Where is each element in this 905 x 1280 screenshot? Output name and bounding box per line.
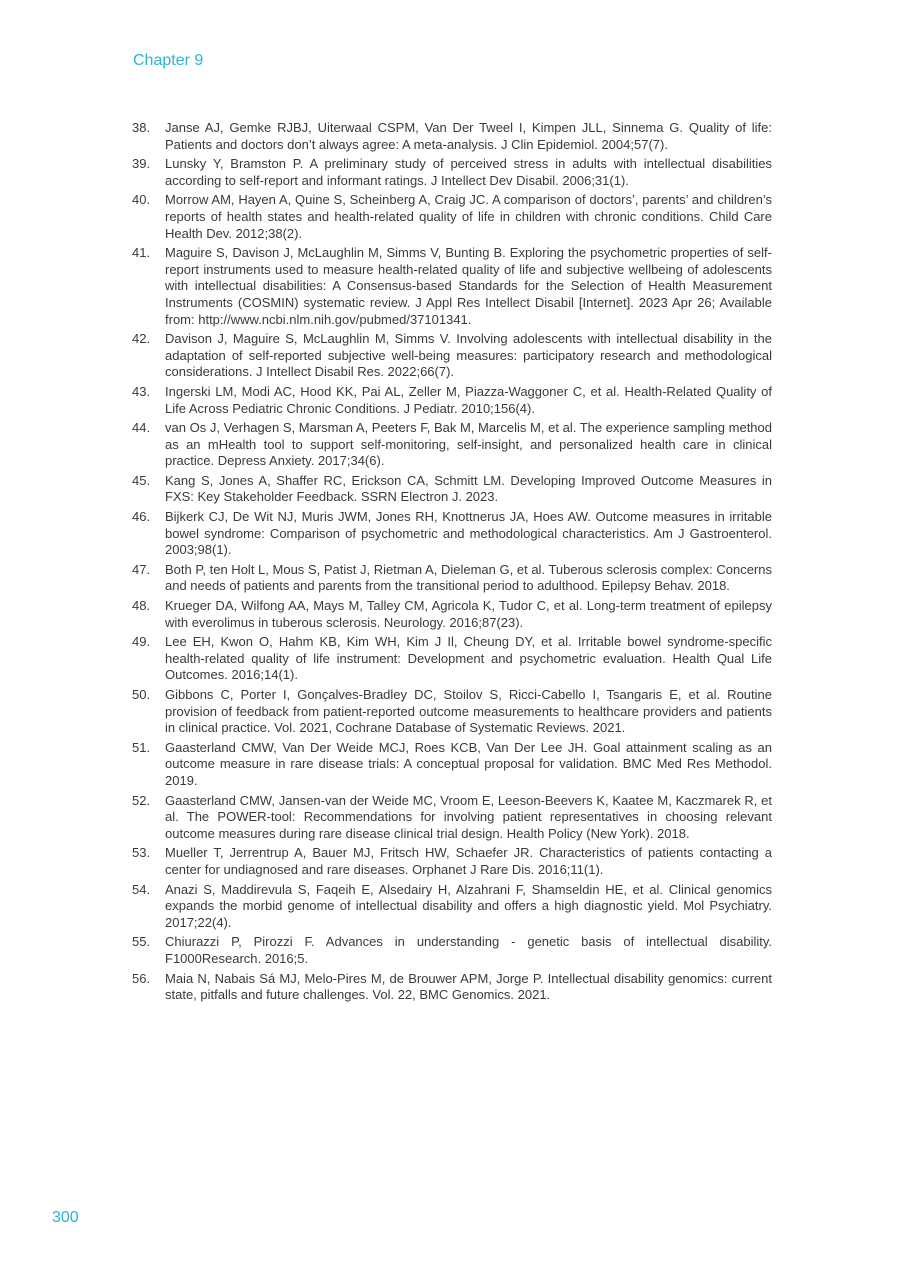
reference-item [132, 687, 772, 737]
reference-text: Anazi S, Maddirevula S, Faqeih E, Alsedairy H, Alzahrani F, Shamseldin HE, et al. Clinical genomics expands the morbid genome of intellectual disability and offers a high diagnostic yield. Mol Psychiatry. 2017;22(4). [165, 881, 772, 930]
reference-text: Ingerski LM, Modi AC, Hood KK, Pai AL, Zeller M, Piazza-Waggoner C, et al. Health-Related Quality of Life Across Pediatric Chronic Conditions. J Pediatr. 2010;156(4). [165, 383, 772, 416]
reference-item [132, 420, 772, 470]
reference-text: Gibbons C, Porter I, Gonçalves-Bradley DC, Stoilov S, Ricci-Cabello I, Tsangaris E, et al. Routine provision of feedback from patient-reported outcome measurements to healthcare providers and patients in clinical practice. Vol. 2021, Cochrane Database of Systematic Reviews. 2021. [165, 687, 772, 736]
reference-text: Lunsky Y, Bramston P. A preliminary study of perceived stress in adults with intellectual disabilities according to self-report and informant ratings. J Intellect Dev Disabil. 2006;31(1). [165, 156, 772, 188]
reference-text: Lee EH, Kwon O, Hahm KB, Kim WH, Kim J Il, Cheung DY, et al. Irritable bowel syndrome-specific health-related quality of life instrument: Development and psychometric evaluation. Health Qual Life Outcomes. 2016;14(1). [165, 634, 772, 683]
reference-number: 40. [132, 192, 151, 208]
reference-item [132, 882, 772, 932]
reference-number: 41. [132, 245, 151, 261]
reference-number: 56. [132, 970, 151, 986]
reference-item [132, 331, 772, 381]
reference-item [132, 845, 772, 878]
reference-text: van Os J, Verhagen S, Marsman A, Peeters F, Bak M, Marcelis M, et al. The experience sampling method as an mHealth tool to support self-monitoring, self-insight, and personalized health care in clinical practice. Depress Anxiety. 2017;34(6). [165, 420, 772, 469]
page-number: 300 [52, 1209, 79, 1226]
reference-number: 48. [132, 598, 151, 614]
reference-text: Chiurazzi P, Pirozzi F. Advances in understanding - genetic basis of intellectual disability. F1000Research. 2016;5. [165, 934, 772, 966]
reference-item [132, 120, 772, 153]
reference-number: 45. [132, 472, 151, 488]
reference-item [132, 192, 772, 242]
reference-text: Both P, ten Holt L, Mous S, Patist J, Rietman A, Dieleman G, et al. Tuberous sclerosis complex: Concerns and needs of patients and parents from the transitional period to adulthood. Epilepsy Behav. 2018. [165, 561, 772, 594]
reference-item [132, 934, 772, 967]
reference-item [132, 156, 772, 189]
reference-number: 52. [132, 792, 151, 808]
reference-number: 39. [132, 156, 151, 172]
reference-text: Kang S, Jones A, Shaffer RC, Erickson CA, Schmitt LM. Developing Improved Outcome Measures in FXS: Key Stakeholder Feedback. SSRN Electron J. 2023. [165, 472, 772, 505]
reference-item [132, 562, 772, 595]
reference-text: Maguire S, Davison J, McLaughlin M, Simms V, Bunting B. Exploring the psychometric properties of self-report instruments used to measure health-related quality of life and subjective wellbeing of adolescents with intellectual disabilities: A Consensus-based Standards for the Selection of Health Measurement Instruments (COSMIN) systematic review. J Appl Res Intellect Disabil [Internet]. 2023 Apr 26; Available from: http://www.ncbi.nlm.nih.gov/pubmed/37101341. [165, 245, 772, 327]
reference-number: 49. [132, 634, 151, 650]
reference-text: Davison J, Maguire S, McLaughlin M, Simms V. Involving adolescents with intellectual disability in the adaptation of self-reported subjective well-being measures: participatory research and methodological considerations. J Intellect Disabil Res. 2022;66(7). [165, 331, 772, 380]
reference-number: 47. [132, 561, 151, 577]
reference-number: 50. [132, 687, 151, 702]
reference-text: Janse AJ, Gemke RJBJ, Uiterwaal CSPM, Van Der Tweel I, Kimpen JLL, Sinnema G. Quality of life: Patients and doctors don’t always agree: A meta-analysis. J Clin Epidemiol. 2004;57(7). [165, 120, 772, 152]
reference-number: 54. [132, 881, 151, 897]
reference-item [132, 245, 772, 328]
reference-text: Bijkerk CJ, De Wit NJ, Muris JWM, Jones RH, Knottnerus JA, Hoes AW. Outcome measures in irritable bowel syndrome: Comparison of psychometric and methodological characteristics. Am J Gastroenterol. 2003;98(1). [165, 509, 772, 558]
reference-item [132, 384, 772, 417]
reference-text: Mueller T, Jerrentrup A, Bauer MJ, Fritsch HW, Schaefer JR. Characteristics of patients contacting a center for undiagnosed and rare diseases. Orphanet J Rare Dis. 2016;11(1). [165, 845, 772, 877]
reference-number: 44. [132, 420, 151, 436]
reference-text: Morrow AM, Hayen A, Quine S, Scheinberg A, Craig JC. A comparison of doctors’, parents’ and children’s reports of health states and health-related quality of life in children with chronic conditions. Child Care Health Dev. 2012;38(2). [165, 192, 772, 241]
reference-number: 55. [132, 934, 151, 950]
reference-item [132, 971, 772, 1004]
reference-number: 42. [132, 331, 151, 347]
reference-item [132, 473, 772, 506]
reference-list [132, 120, 772, 1007]
reference-item [132, 634, 772, 684]
reference-text: Gaasterland CMW, Jansen-van der Weide MC, Vroom E, Leeson-Beevers K, Kaatee M, Kaczmarek R, et al. The POWER-tool: Recommendations for involving patient representatives in choosing relevant outcome measures during rare disease clinical trial design. Health Policy (New York). 2018. [165, 792, 772, 841]
reference-number: 51. [132, 739, 151, 755]
reference-number: 46. [132, 509, 151, 525]
chapter-header: Chapter 9 [133, 52, 204, 69]
reference-item [132, 509, 772, 559]
reference-item [132, 740, 772, 790]
reference-item [132, 793, 772, 843]
reference-text: Gaasterland CMW, Van Der Weide MCJ, Roes KCB, Van Der Lee JH. Goal attainment scaling as an outcome measure in rare disease trials: A conceptual proposal for validation. BMC Med Res Methodol. 2019. [165, 739, 772, 788]
reference-text: Maia N, Nabais Sá MJ, Melo-Pires M, de Brouwer APM, Jorge P. Intellectual disability genomics: current state, pitfalls and future challenges. Vol. 22, BMC Genomics. 2021. [165, 970, 772, 1003]
reference-number: 43. [132, 383, 151, 399]
reference-item [132, 598, 772, 631]
reference-number: 53. [132, 845, 151, 861]
reference-text: Krueger DA, Wilfong AA, Mays M, Talley CM, Agricola K, Tudor C, et al. Long-term treatment of epilepsy with everolimus in tuberous sclerosis. Neurology. 2016;87(23). [165, 598, 772, 630]
reference-number: 38. [132, 120, 151, 135]
